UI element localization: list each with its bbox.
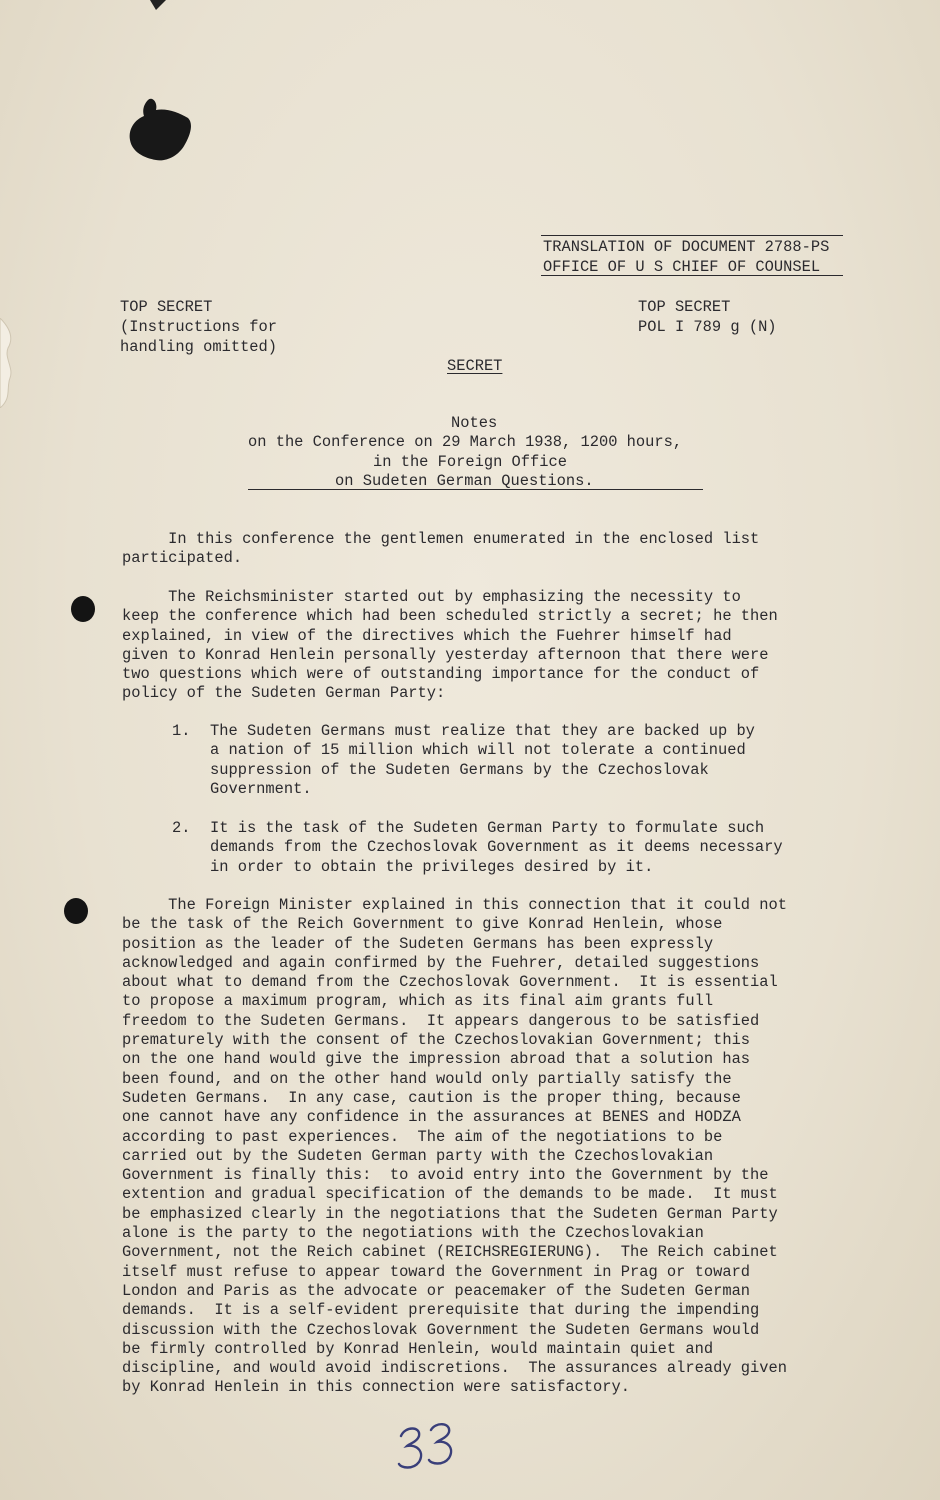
header-translation-line: TRANSLATION OF DOCUMENT 2788-PS — [543, 238, 830, 256]
classification-left-line3: handling omitted) — [120, 338, 278, 356]
classification-right-line2: POL I 789 g (N) — [638, 318, 777, 336]
title-notes: Notes — [451, 414, 498, 432]
title-conference: on the Conference on 29 March 1938, 1200 hours, — [248, 433, 683, 451]
secret-mark: SECRET — [447, 357, 503, 375]
title-rule — [248, 489, 703, 490]
list-item-text: The Sudeten Germans must realize that they are backed up by a nation of 15 million which will not tolerate a continued suppression of the Sudeten Germans by the Czechoslovak Government. — [210, 722, 755, 798]
handwritten-page-number — [395, 1420, 467, 1477]
title-subject: on Sudeten German Questions. — [335, 472, 594, 490]
handwritten-page-number-glyphs — [395, 1420, 467, 1472]
paragraph-reichsminister: The Reichsminister started out by emphasizing the necessity to keep the conference which had been scheduled strictly a secret; he then explained, in view of the directives which the Fuehrer himself had given to Konrad Henlein personally yesterday afternoon that there were two questions which were of outstanding importance for the conduct of policy of the Sudeten German Party: — [122, 588, 778, 703]
classification-right-line1: TOP SECRET — [638, 298, 731, 316]
ink-blot — [126, 96, 194, 168]
classification-left-line1: TOP SECRET — [120, 298, 213, 316]
header-bottom-rule — [541, 275, 843, 276]
title-location: in the Foreign Office — [373, 453, 567, 471]
header-top-rule — [541, 235, 843, 236]
paragraph-foreign-minister: The Foreign Minister explained in this connection that it could not be the task of the Reich Government to give Konrad Henlein, whose position as the leader of the Sudeten Germans has been expressly acknowledged and again confirmed by the Fuehrer, detailed suggestions about what to demand from the Czechoslovak Government. It is essential to propose a maximum program, which as its final aim grants full freedom to the Sudeten Germans. It appears dangerous to be satisfied prematurely with the consent of the Czechoslovakian Government; this on the one hand would give the impression abroad that a solution has been found, and on the other hand would only partially satisfy the Sudeten Germans. In any case, caution is the proper thing, because one cannot have any confidence in the assurances at BENES and HODZA according to past experiences. The aim of the negotiations to be carried out by the Sudeten German party with the Czechoslovakian Government is finally this: to avoid entry into the Government by the extention and gradual specification of the demands to be made. It must be emphasized clearly in the negotiations that the Sudeten German Party alone is the party to the negotiations with the Czechoslovakian Government, not the Reich cabinet (REICHSREGIERUNG). The Reich cabinet itself must refuse to appear toward the Government in Prag or toward London and Paris as the advocate or peacemaker of the Sudeten German demands. It is a self-evident prerequisite that during the impending discussion with the Czechoslovak Government the Sudeten Germans would be firmly controlled by Konrad Henlein, would maintain quiet and discipline, and would avoid indiscretions. The assurances already given by Konrad Henlein in this connection were satisfactory. — [122, 896, 787, 1397]
list-item-text: It is the task of the Sudeten German Party to formulate such demands from the Czechoslovak Government as it deems necessary in order to obtain the privileges desired by it. — [210, 819, 783, 876]
paragraph-participants: In this conference the gentlemen enumerated in the enclosed list participated. — [122, 530, 760, 568]
punch-hole — [71, 596, 95, 622]
list-item-number: 1. — [172, 722, 191, 740]
torn-edge — [0, 318, 16, 408]
top-edge-mark — [148, 0, 168, 12]
classification-left-line2: (Instructions for — [120, 318, 278, 336]
header-office-line: OFFICE OF U S CHIEF OF COUNSEL — [543, 258, 821, 276]
punch-hole — [64, 898, 88, 924]
list-item-number: 2. — [172, 819, 191, 837]
